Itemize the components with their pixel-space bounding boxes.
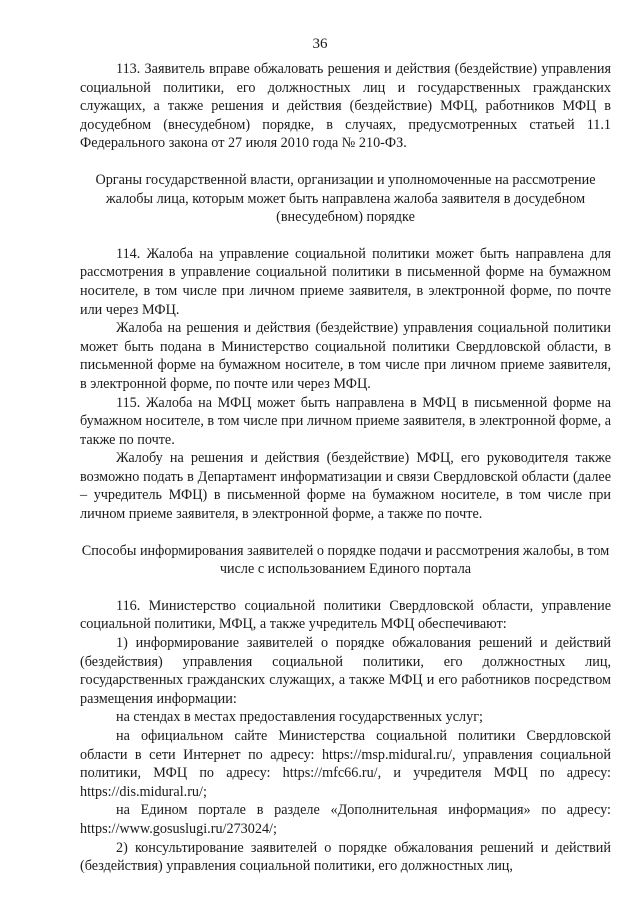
paragraph-116-unified-portal: на Едином портале в разделе «Дополнительная информация» по адресу: https://www.gosuslugi.ru/273024/; [80,802,611,837]
page-number: 36 [312,36,328,52]
paragraph-115: 115. Жалоба на МФЦ может быть направлена в МФЦ в письменной форме на бумажном носителе, в том числе при личном приеме заявителя, в электронной форме, а также по почте. [80,394,611,448]
paragraph-116-websites: на официальном сайте Министерства социальной политики Свердловской области в сети Интернет по адресу: https://msp.midural.ru/, управления социальной политики, МФЦ по адресу: https://mfc66.ru/, и учредителя МФЦ по адресу: https://dis.midural.ru/; [80,728,611,800]
spacer [80,153,611,171]
paragraph-116: 116. Министерство социальной политики Свердловской области, управление социальной политики, МФЦ, а также учредитель МФЦ обеспечивают: [80,597,611,633]
document-body [80,60,611,876]
paragraph-115-continued: Жалобу на решения и действия (бездействие) МФЦ, его руководителя также возможно подать в Департамент информатизации и связи Свердловской области (далее – учредитель МФЦ) в письменной форме на бумажном носителе, в том числе при личном приеме заявителя, в электронной форме, а также по почте. [80,450,611,523]
paragraph-116-item-1: 1) информирование заявителей о порядке обжалования решений и действий (бездействия) управления социальной политики, его должностных лиц, государственных гражданских служащих, а также МФЦ и его работников посредством размещения информации: [80,635,611,707]
spacer [80,579,611,597]
spacer [80,227,611,245]
paragraph-114-continued: Жалоба на решения и действия (бездействие) управления социальной политики может быть подана в Министерство социальной политики Свердловской области, в письменной форме на бумажном носителе, в том числе при личном приеме заявителя, в электронной форме, по почте или через МФЦ. [80,320,611,392]
paragraph-116-stands: на стендах в местах предоставления государственных услуг; [116,709,483,726]
spacer [80,524,611,542]
paragraph-113: 113. Заявитель вправе обжаловать решения и действия (бездействие) управления социальной политики, его должностных лиц и государственных гражданских служащих, а также решения и действия (бездействие) МФЦ, работников МФЦ в досудебном (внесудебном) порядке, в случаях, предусмотренных статьей 11.1 Федерального закона от 27 июля 2010 года № 210-ФЗ. [80,61,611,152]
paragraph-116-item-2: 2) консультирование заявителей о порядке обжалования решений и действий (бездействия) управления социальной политики, его должностных лиц, [80,839,611,875]
section-heading-complaint-bodies: Органы государственной власти, организации и уполномоченные на рассмотрение жалобы лица, которым может быть направлена жалоба заявителя в досудебном (внесудебном) порядке [95,171,596,226]
paragraph-114: 114. Жалоба на управление социальной политики может быть направлена для рассмотрения в управление социальной политики в письменной форме на бумажном носителе, в том числе при личном приеме заявителя, в электронной форме, по почте или через МФЦ. [80,245,611,318]
section-heading-informing-methods: Способы информирования заявителей о порядке подачи и рассмотрения жалобы, в том числе с использованием Единого портала [81,542,610,578]
